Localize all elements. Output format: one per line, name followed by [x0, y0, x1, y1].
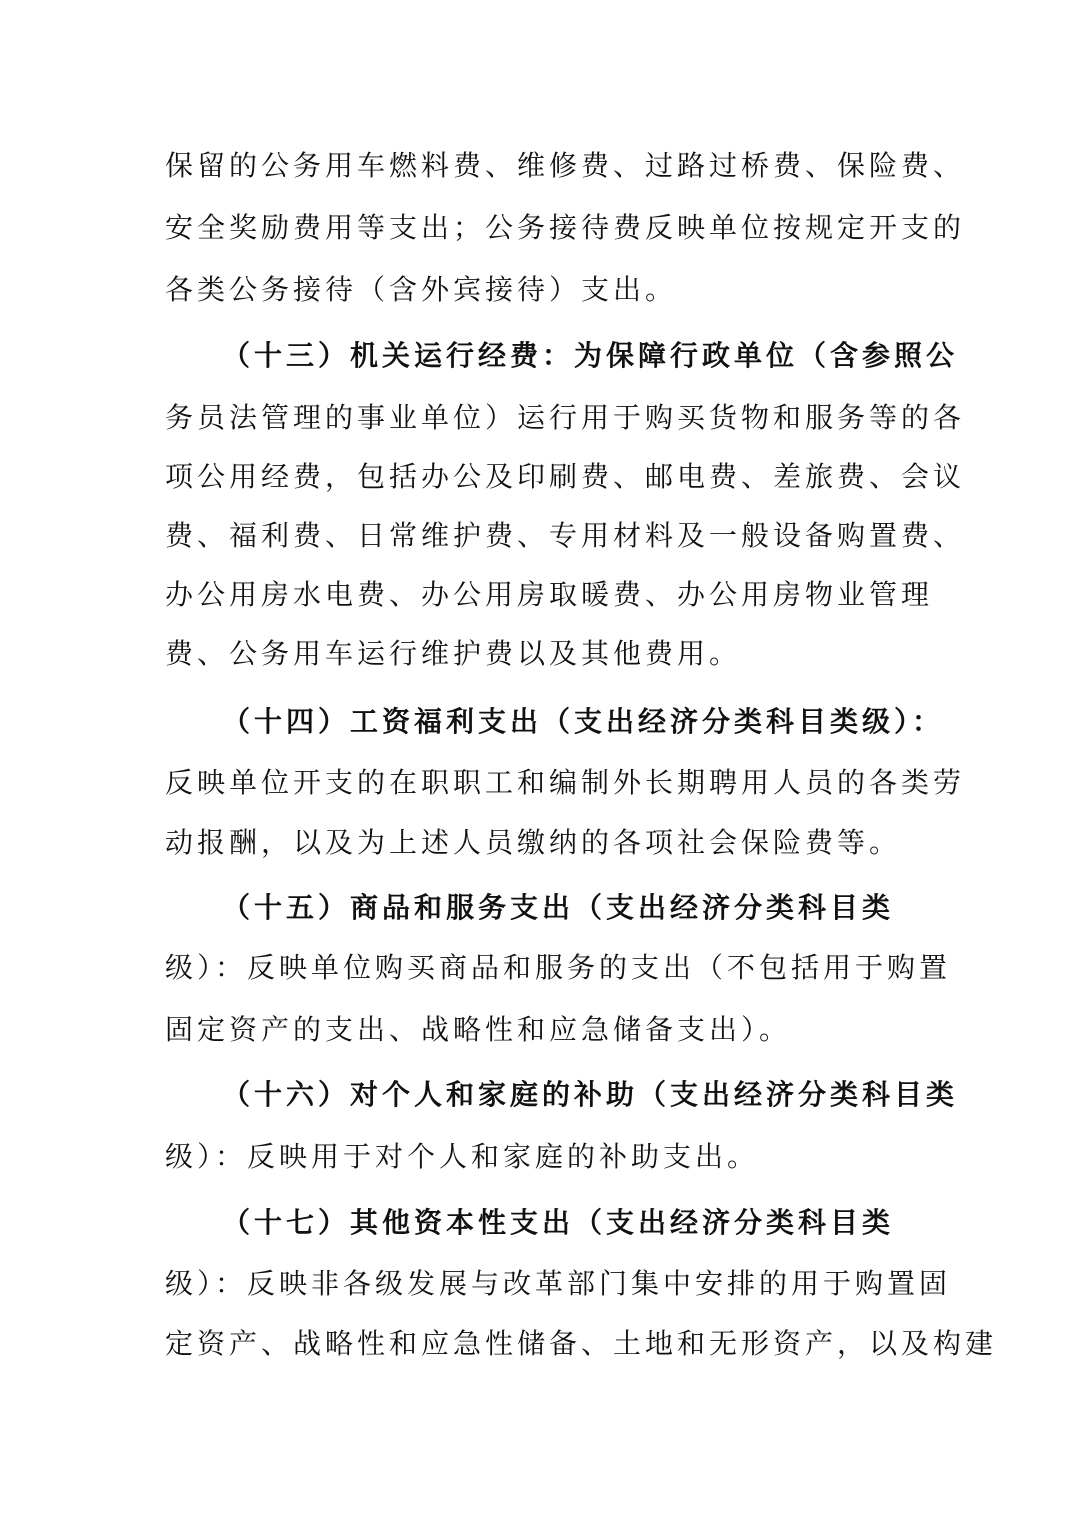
text-line: 级）：反映非各级发展与改革部门集中安排的用于购置固 [165, 1267, 952, 1300]
text-line: 反映单位开支的在职职工和编制外长期聘用人员的各类劳 [165, 766, 966, 799]
text-line: 固定资产的支出、战略性和应急储备支出）。 [165, 1013, 792, 1046]
section-15-heading: （十五）商品和服务支出（支出经济分类科目类 [222, 891, 895, 924]
text-line: 定资产、战略性和应急性储备、土地和无形资产，以及构建 [165, 1327, 998, 1360]
text-line: 费、公务用车运行维护费以及其他费用。 [165, 637, 742, 670]
text-line: 保留的公务用车燃料费、维修费、过路过桥费、保险费、 [165, 149, 966, 182]
text-line: 务员法管理的事业单位）运行用于购买货物和服务等的各 [165, 401, 966, 434]
text-line: 级）：反映单位购买商品和服务的支出（不包括用于购置 [165, 951, 952, 984]
text-line: 级）：反映用于对个人和家庭的补助支出。 [165, 1140, 760, 1173]
text-line: 各类公务接待（含外宾接待）支出。 [165, 273, 678, 306]
text-line: 办公用房水电费、办公用房取暖费、办公用房物业管理 [165, 578, 934, 611]
section-16-heading: （十六）对个人和家庭的补助（支出经济分类科目类 [222, 1078, 959, 1111]
text-line: 安全奖励费用等支出；公务接待费反映单位按规定开支的 [165, 211, 966, 244]
text-line: 费、福利费、日常维护费、专用材料及一般设备购置费、 [165, 519, 966, 552]
text-line: 项公用经费，包括办公及印刷费、邮电费、差旅费、会议 [165, 460, 966, 493]
section-17-heading: （十七）其他资本性支出（支出经济分类科目类 [222, 1206, 895, 1239]
text-line: 动报酬，以及为上述人员缴纳的各项社会保险费等。 [165, 826, 902, 859]
section-14-heading: （十四）工资福利支出（支出经济分类科目类级）： [222, 705, 945, 738]
section-13-heading: （十三）机关运行经费：为保障行政单位（含参照公 [222, 339, 959, 372]
